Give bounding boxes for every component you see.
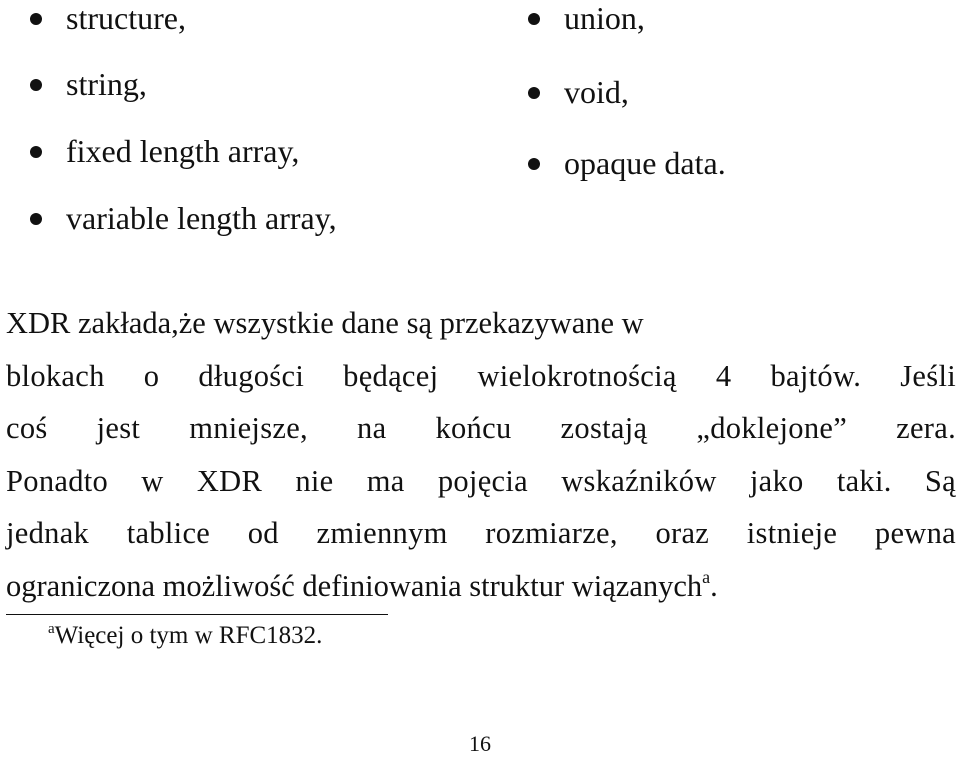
list-item-text: fixed length array,: [66, 133, 300, 169]
paragraph-line: XDR zakłada,że wszystkie dane są przekazywane w: [6, 306, 644, 340]
paragraph-line-last: [6, 560, 956, 613]
list-item-text: structure,: [66, 0, 186, 36]
paragraph-line: blokach o długości będącej wielokrotnością 4 bajtów. Jeśli: [6, 358, 956, 393]
paragraph-line: coś jest mniejsze, na końcu zostają „doklejone” zera.: [6, 411, 956, 445]
footnote-reference[interactable]: a: [702, 566, 711, 587]
bullet-icon: [30, 146, 42, 158]
footnote-divider: [6, 614, 388, 615]
bullet-icon: [528, 13, 540, 25]
paragraph-line: jednak tablice od zmiennym rozmiarze, oraz istnieje pewna: [6, 516, 956, 550]
list-item-text: union,: [564, 0, 645, 36]
list-item-text: void,: [564, 74, 629, 110]
footnote: [48, 618, 322, 654]
page-number: 16: [469, 731, 491, 756]
bullet-icon: [30, 213, 42, 225]
list-item-text: variable length array,: [66, 200, 337, 236]
body-paragraph: [6, 297, 956, 612]
bullet-list-right: [528, 0, 948, 190]
paragraph-line-text: ograniczona możliwość definiowania struktur wiązanych: [6, 568, 703, 603]
bullet-icon: [528, 87, 540, 99]
paragraph-line-end: .: [710, 568, 718, 603]
list-item-text: opaque data.: [564, 145, 726, 181]
bullet-list-left: [30, 0, 490, 250]
paragraph-line: Ponadto w XDR nie ma pojęcia wskaźników jako taki. Są: [6, 463, 956, 498]
footnote-text: Więcej o tym w RFC1832.: [54, 622, 323, 649]
footnote-marker: a: [48, 621, 55, 637]
bullet-icon: [30, 13, 42, 25]
bullet-icon: [528, 158, 540, 170]
bullet-icon: [30, 79, 42, 91]
list-item-text: string,: [66, 66, 147, 102]
